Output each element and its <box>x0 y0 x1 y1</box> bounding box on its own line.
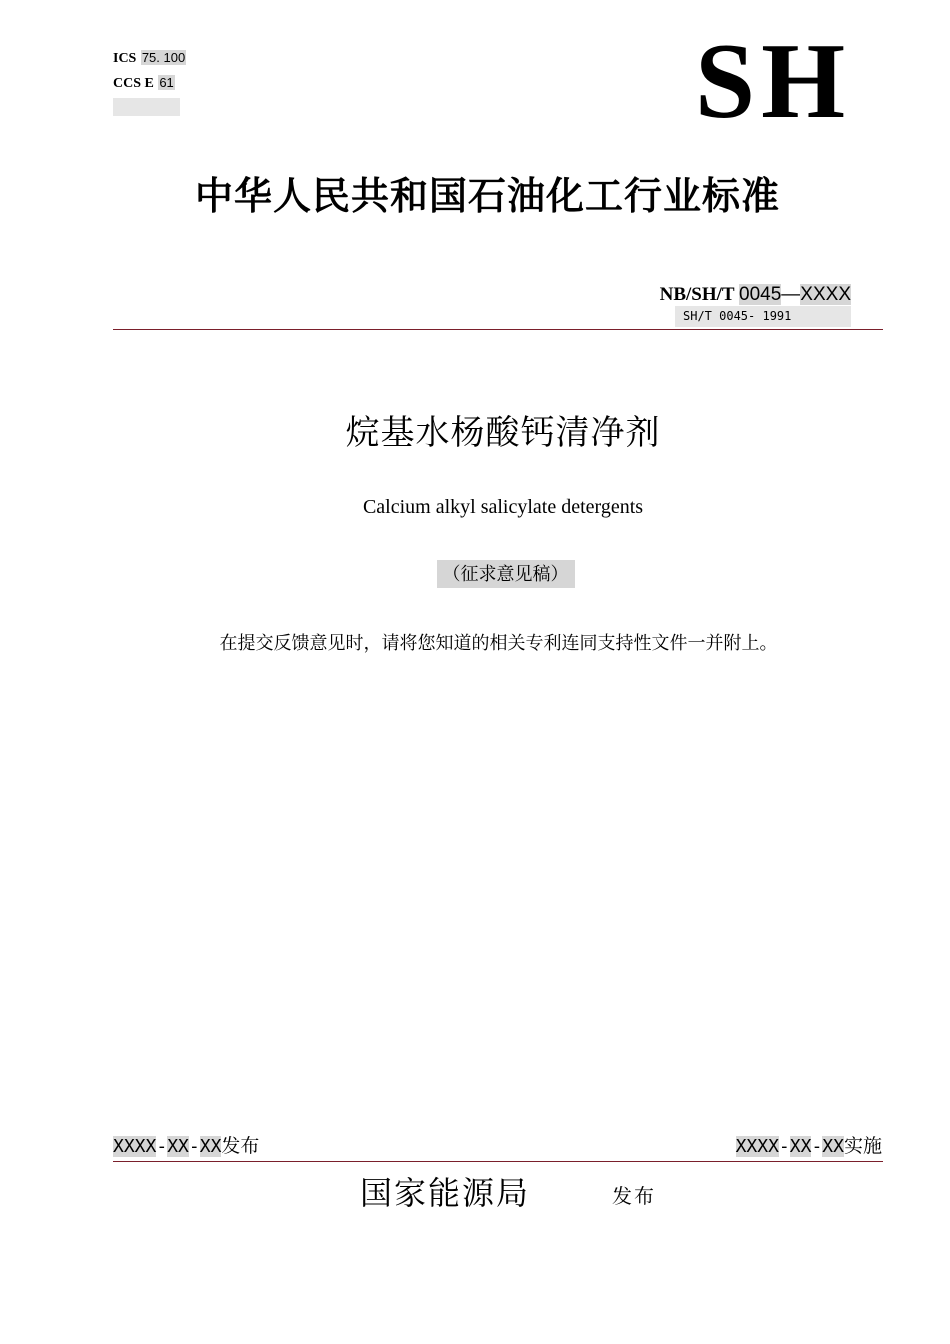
standard-prefix: NB/SH/T <box>659 284 740 305</box>
date-separator: - <box>811 1136 823 1157</box>
publish-day: XX <box>199 1136 222 1157</box>
publish-year: XXXX <box>113 1136 157 1157</box>
replaces-standard: SH/T 0045- 1991 <box>675 306 851 327</box>
standard-dash: — <box>781 284 801 305</box>
date-separator: - <box>156 1136 168 1157</box>
implement-day: XX <box>822 1136 844 1157</box>
filing-number-placeholder <box>113 98 180 116</box>
ics-value: 75. 100 <box>141 50 186 65</box>
standard-number-value: 0045 <box>739 284 782 305</box>
ics-code <box>113 48 186 69</box>
date-separator: - <box>188 1136 200 1157</box>
issuing-action: 发布 <box>612 1184 656 1208</box>
implement-month: XX <box>789 1136 812 1157</box>
standard-header-title: 中华人民共和国石油化工行业标准 <box>194 174 780 218</box>
document-title-en: Calcium alkyl salicylate detergents <box>362 496 644 518</box>
top-divider <box>113 329 883 330</box>
draft-stamp-wrap <box>0 560 950 588</box>
ccs-label: CCS E <box>113 76 154 91</box>
publish-date <box>113 1133 259 1160</box>
implement-year: XXXX <box>735 1136 779 1157</box>
ics-label: ICS <box>113 51 137 66</box>
implementation-date <box>736 1133 882 1160</box>
date-separator: - <box>778 1136 790 1157</box>
publish-month: XX <box>167 1136 189 1157</box>
publish-label: 发布 <box>221 1135 260 1157</box>
standard-year: XXXX <box>800 284 851 305</box>
implement-label: 实施 <box>843 1135 882 1157</box>
draft-stamp: （征求意见稿） <box>437 560 575 588</box>
ccs-value: 61 <box>159 75 174 90</box>
sh-logo: SH <box>695 22 852 141</box>
issuing-authority: 国家能源局 <box>360 1174 531 1212</box>
ccs-code <box>113 73 175 94</box>
document-title-cn: 烷基水杨酸钙清净剂 <box>345 413 661 453</box>
patent-note: 在提交反馈意见时，请将您知道的相关专利连同支持性文件一并附上。 <box>219 633 778 654</box>
bottom-divider <box>113 1161 883 1162</box>
standard-number <box>660 282 851 307</box>
